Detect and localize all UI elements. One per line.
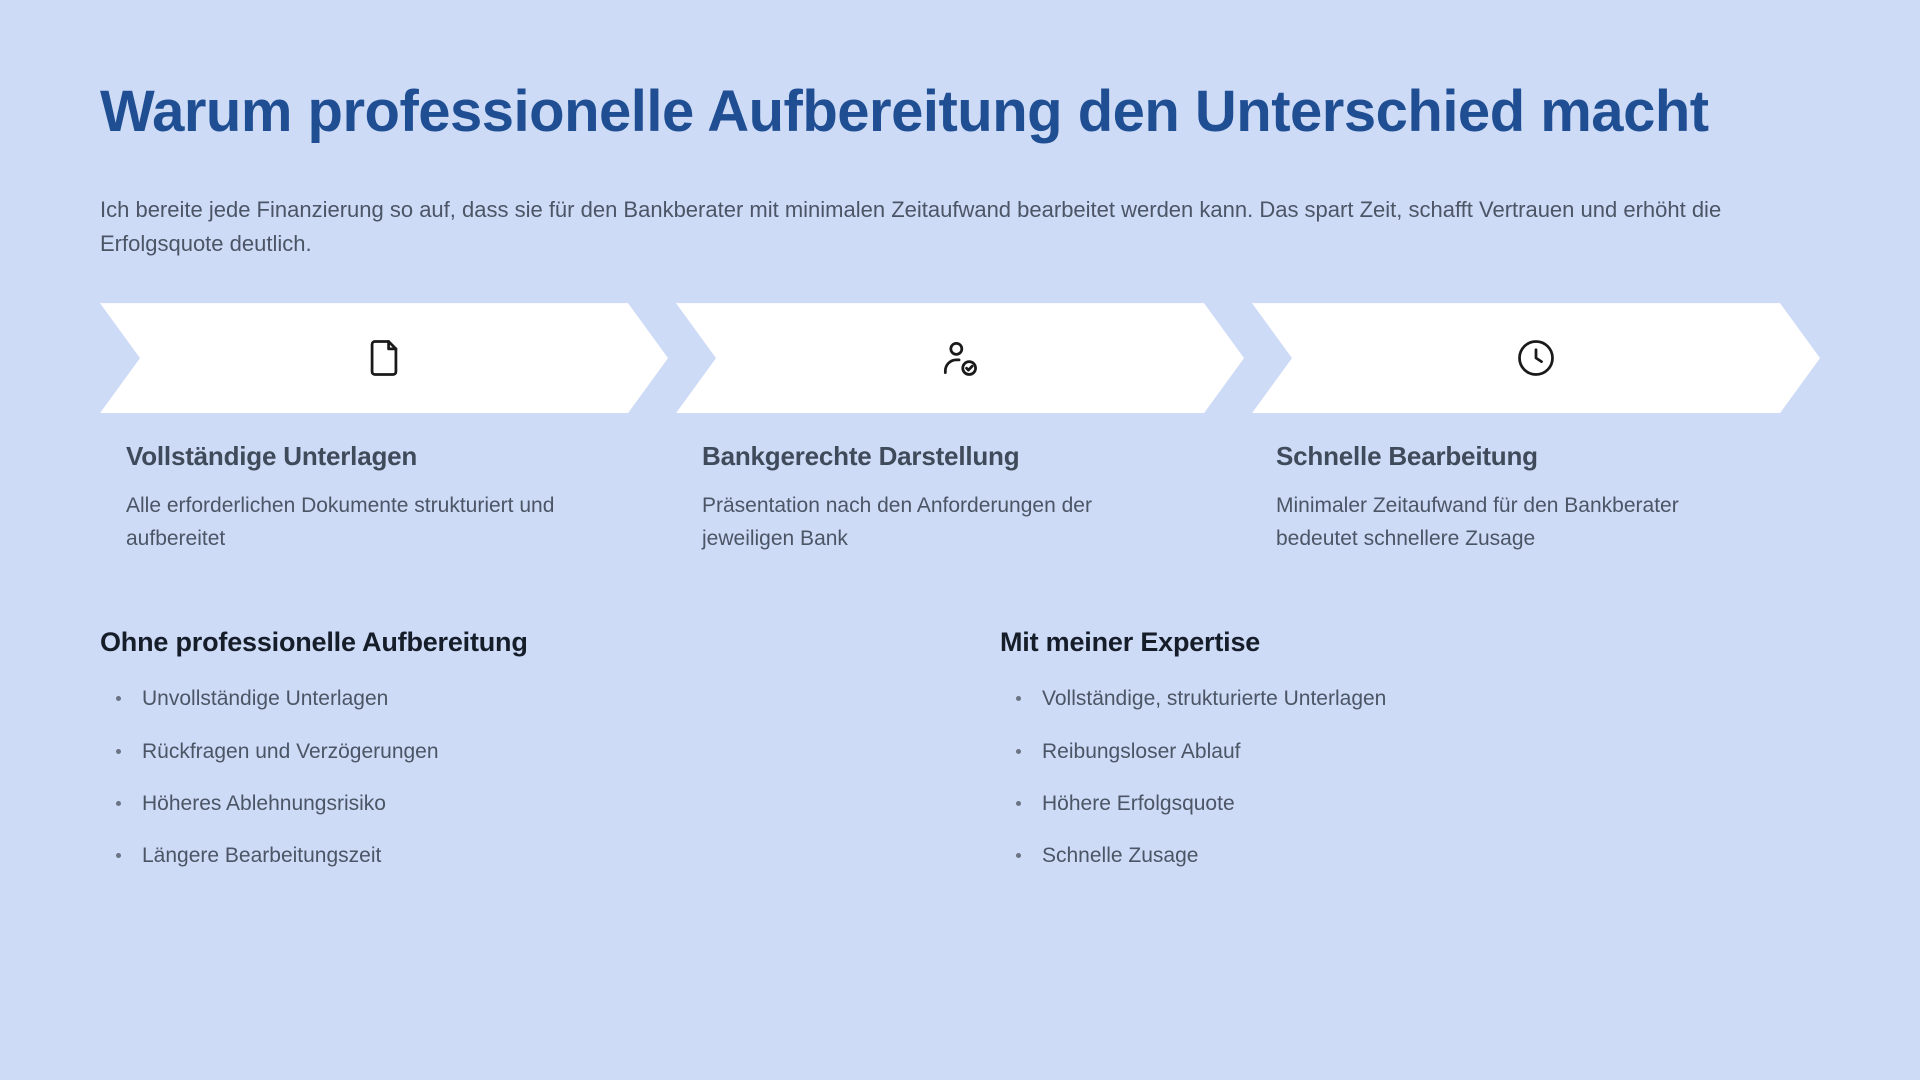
- chevron-strip: [100, 303, 1820, 413]
- comparison-column-with: [960, 627, 1820, 894]
- chevron-step-1: [100, 303, 668, 413]
- list-item: Längere Bearbeitungszeit: [100, 841, 960, 870]
- list-item: Schnelle Zusage: [1000, 841, 1820, 870]
- feature-title: Schnelle Bearbeitung: [1276, 441, 1538, 472]
- feature-item: [678, 441, 1246, 555]
- user-check-icon: [938, 336, 982, 380]
- list-item: Rückfragen und Verzögerungen: [100, 737, 960, 766]
- list-item: Reibungsloser Ablauf: [1000, 737, 1820, 766]
- list-item: Höheres Ablehnungsrisiko: [100, 789, 960, 818]
- comparison-list: [1000, 684, 1820, 871]
- list-item: Höhere Erfolgsquote: [1000, 789, 1820, 818]
- chevron-step-3: [1252, 303, 1820, 413]
- document-icon: [362, 336, 406, 380]
- clock-icon: [1514, 336, 1558, 380]
- feature-description: Präsentation nach den Anforderungen der jeweiligen Bank: [702, 494, 1092, 550]
- feature-captions: [100, 441, 1820, 555]
- list-item: Vollständige, strukturierte Unterlagen: [1000, 684, 1820, 713]
- list-item: Unvollständige Unterlagen: [100, 684, 960, 713]
- comparison-title: Mit meiner Expertise: [1000, 627, 1261, 658]
- feature-title: Bankgerechte Darstellung: [702, 441, 1020, 472]
- feature-title: Vollständige Unterlagen: [126, 441, 418, 472]
- comparison-title: Ohne professionelle Aufbereitung: [100, 627, 528, 658]
- comparison-column-without: [100, 627, 960, 894]
- chevron-step-2: [676, 303, 1244, 413]
- feature-item: [1254, 441, 1820, 555]
- feature-description: Alle erforderlichen Dokumente strukturiert und aufbereitet: [126, 494, 555, 550]
- intro-paragraph: Ich bereite jede Finanzierung so auf, dass sie für den Bankberater mit minimalen Zeitaufwand bearbeitet werden kann. Das spart Zeit, schafft Vertrauen und erhöht die Erfolgsquote deutlich.: [100, 196, 1722, 257]
- feature-description: Minimaler Zeitaufwand für den Bankberater bedeutet schnellere Zusage: [1276, 494, 1679, 550]
- comparison-list: [100, 684, 960, 871]
- comparison-section: [100, 627, 1820, 894]
- page-title: Warum professionelle Aufbereitung den Unterschied macht: [100, 79, 1709, 144]
- feature-item: [100, 441, 670, 555]
